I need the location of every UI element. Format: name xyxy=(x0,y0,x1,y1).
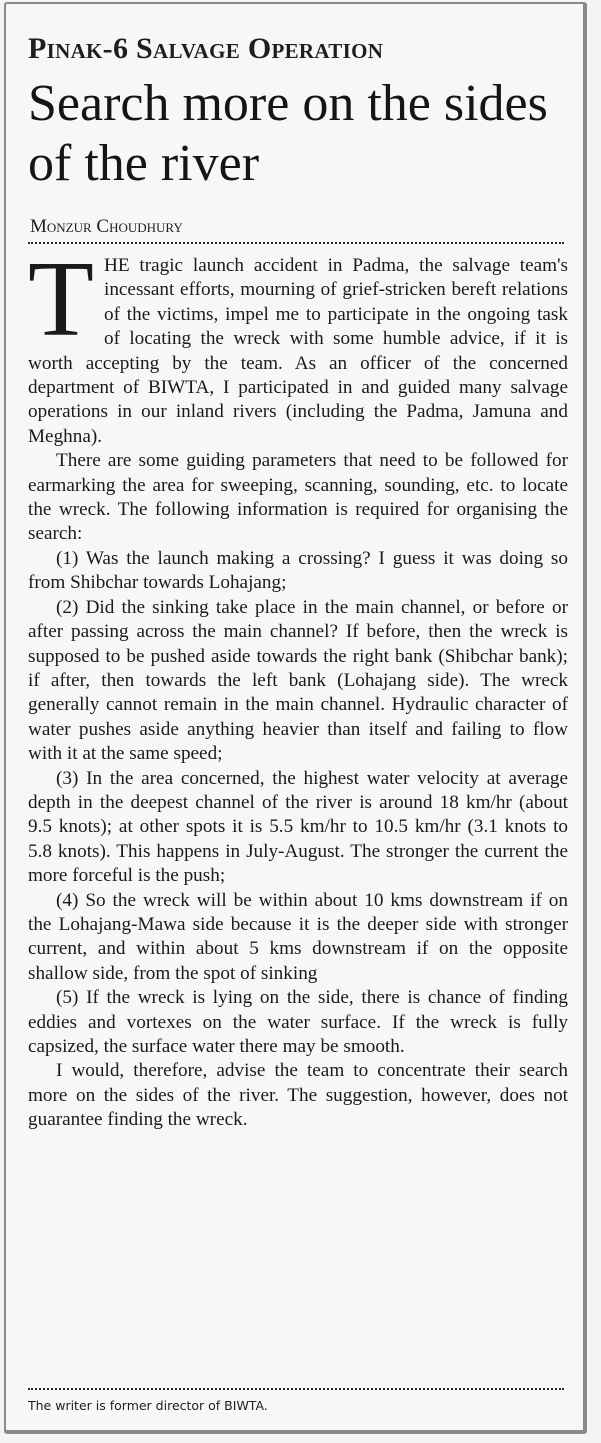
article xyxy=(28,32,568,1413)
paragraph-8: I would, therefore, advise the team to concentrate their search more on the sides of the river. The suggestion, however, does not guarantee finding the wreck. xyxy=(28,1060,568,1131)
paragraph-5: (3) In the area concerned, the highest water velocity at average depth in the deepest channel of the river is around 18 km/hr (about 9.5 knots); at other spots it is 5.5 km/hr to 10.5 km/hr (3.1 knots to 5.8 knots). This happens in July-August. The stronger the current the more forceful is the push; xyxy=(28,767,568,887)
paragraph-7: (5) If the wreck is lying on the side, there is chance of finding eddies and vortexes on the water surface. If the wreck is fully capsized, the surface water there may be smooth. xyxy=(28,987,568,1057)
paragraph-1-text: HE tragic launch accident in Padma, the salvage team's incessant efforts, mourning of grief-stricken bereft relations of the victims, impel me to participate in the ongoing task of locating the wreck with some humble advice, if it is worth accepting by the team. As an officer of the concerned department of BIWTA, I participated in and guided many salvage operations in our inland rivers (including the Padma, Jamuna and Meghna). xyxy=(28,255,568,447)
article-body xyxy=(28,240,568,1133)
author-note: The writer is former director of BIWTA. xyxy=(28,1398,268,1413)
article-headline: Search more on the sides of the river xyxy=(28,75,548,192)
byline-divider xyxy=(28,242,564,244)
article-byline: Monzur Choudhury xyxy=(30,216,183,237)
drop-cap: T xyxy=(28,240,94,359)
paragraph-2: There are some guiding parameters that need to be followed for earmarking the area for sweeping, scanning, sounding, etc. to locate the wreck. The following information is required for organising the search: xyxy=(28,450,568,545)
paragraph-4: (2) Did the sinking take place in the main channel, or before or after passing across the main channel? If before, then the wreck is supposed to be pushed aside towards the right bank (Shibchar bank); if after, then towards the left bank (Lohajang side). The wreck generally cannot remain in the main channel. Hydraulic character of water pushes aside anything heavier than itself and failing to flow with it at the same speed; xyxy=(28,596,568,765)
footer-divider xyxy=(28,1388,564,1390)
paragraph-6: (4) So the wreck will be within about 10 kms downstream if on the Lohajang-Mawa side because it is the deeper side with stronger current, and within about 5 kms downstream if on the opposite shallow side, from the spot of sinking xyxy=(28,889,568,984)
article-kicker: Pinak-6 Salvage Operation xyxy=(28,32,384,65)
paragraph-3: (1) Was the launch making a crossing? I guess it was doing so from Shibchar towards Lohajang; xyxy=(28,547,568,594)
paragraph-1 xyxy=(28,240,568,449)
